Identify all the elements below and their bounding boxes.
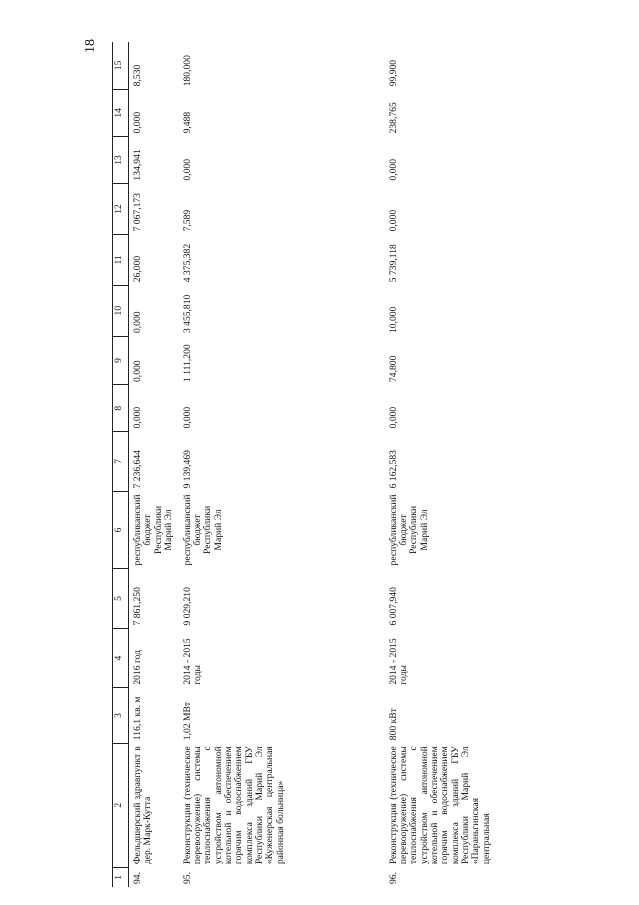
value-col5: 7 861,250 [132,587,143,626]
value-col12: 7 067,173 [132,193,143,232]
value-col12: 0,000 [387,209,399,232]
col-header-2: 2 [113,743,129,867]
funding-source: республиканский бюджет Республики Марий Эл [181,494,224,566]
value-col11: 5 739,118 [387,244,399,283]
table-row [387,42,577,887]
rotated-table-container [112,42,602,887]
period: 2014 - 2015 годы [387,638,409,685]
value-col7: 7 236,644 [132,450,143,489]
table-row [129,42,181,887]
table-header [113,42,129,887]
value-col13: 134,941 [132,149,143,181]
value-col9: 1 111,200 [181,344,193,382]
value-col9: 0,000 [132,360,143,382]
value-col13: 0,000 [181,158,193,181]
capacity: 1,02 МВт [181,701,193,741]
value-col5: 6 007,940 [387,587,399,626]
value-col15: 99,900 [387,59,399,87]
value-col10: 3 455,810 [181,294,193,334]
value-col15: 8,530 [132,64,143,87]
capacity: 116,1 кв. м [132,696,143,741]
row-number: 94. [132,872,143,884]
value-col15: 180,000 [181,55,193,87]
col-header-1: 1 [113,867,129,887]
value-col14: 9,488 [181,111,193,134]
row-number: 96. [387,872,399,884]
value-col5: 9 029,210 [181,587,193,626]
col-header-11: 11 [113,234,129,285]
value-col11: 4 375,382 [181,243,193,283]
value-col7: 9 139,469 [181,450,193,489]
value-col8: 0,000 [181,406,193,429]
object-name: Реконструкция (техническое перевооружение) системы теплоснабжения с устройством автономной котельной и обеспечением горячим водоснабжением комплекса зданий ГБУ Республики Марий Эл «Куженерская центральная районная больница» [181,746,286,865]
object-name: Реконструкция (техническое перевооружение) системы теплоснабжения с устройством автономной котельной и обеспечением горячим водоснабжением комплекса зданий ГБУ Республики Марий Эл «Параньгинская центральная [387,746,492,865]
col-header-7: 7 [113,431,129,491]
capacity: 800 кВт [387,708,399,741]
value-col8: 0,000 [387,406,399,429]
table-row [181,42,387,887]
column-number-row [113,42,129,887]
col-header-12: 12 [113,184,129,235]
value-col7: 6 162,583 [387,450,399,489]
col-header-8: 8 [113,385,129,431]
funding-source: республиканский бюджет Республики Марий Эл [132,494,175,566]
funding-source: республиканский бюджет Республики Марий Эл [387,494,430,566]
value-col13: 0,000 [387,158,399,181]
col-header-4: 4 [113,629,129,688]
period: 2014 - 2015 годы [181,638,203,685]
col-header-5: 5 [113,568,129,628]
col-header-14: 14 [113,89,129,136]
value-col12: 7,589 [181,209,193,232]
value-col8: 0,000 [132,406,143,429]
value-col14: 0,000 [132,111,143,134]
col-header-13: 13 [113,136,129,183]
col-header-9: 9 [113,336,129,385]
period: 2016 год [132,649,143,685]
program-table [112,42,577,887]
value-col14: 238,765 [387,102,399,134]
col-header-10: 10 [113,285,129,336]
row-number: 95. [181,872,193,884]
value-col11: 26,000 [132,255,143,283]
page-number: 18 [83,39,98,53]
table-body [129,42,577,887]
value-col10: 10,000 [387,306,399,334]
object-name: Фельдшерский здравпункт в дер. Марк-Кутта [132,746,154,865]
table-stage [112,42,602,887]
value-col10: 0,000 [132,311,143,334]
col-header-6: 6 [113,491,129,568]
value-col9: 74,800 [387,355,399,382]
col-header-3: 3 [113,688,129,744]
col-header-15: 15 [113,42,129,89]
